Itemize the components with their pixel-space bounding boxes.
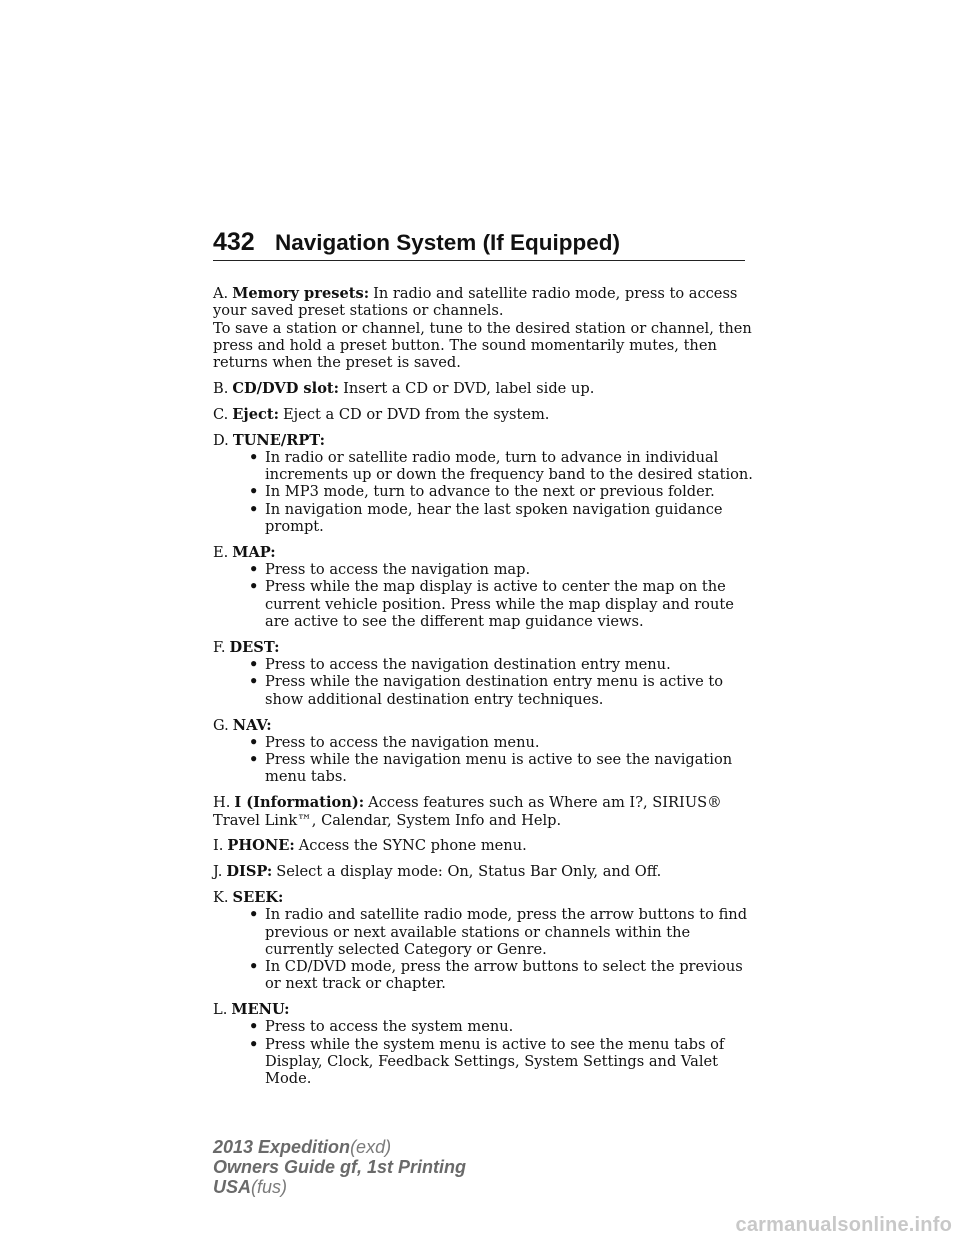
entry-text: Insert a CD or DVD, label side up. — [343, 379, 595, 397]
entry-text: Access features such as Where am I?, SIRIUS® Travel Link™, Calendar, System Info and Help. — [213, 794, 722, 829]
footer-line-3 — [213, 1177, 466, 1197]
bullet-text: In radio and satellite radio mode, press the arrow buttons to find previous or next available stations or channels within the currently selected Category or Genre. — [265, 906, 748, 958]
entry-letter: E. — [213, 543, 229, 561]
footer-model: 2013 Expedition — [213, 1137, 351, 1157]
entry-term: DISP: — [226, 863, 273, 881]
entry-letter: D. — [213, 431, 229, 449]
entry-term: I (Information): — [234, 794, 365, 812]
bullet-item — [213, 656, 753, 673]
entry-letter: I. — [213, 837, 224, 855]
document-footer — [213, 1137, 466, 1197]
bullet-item — [213, 1036, 753, 1088]
bullet-icon: • — [249, 578, 259, 596]
entry-term: Memory presets: — [232, 285, 370, 302]
entry-text: Access the SYNC phone menu. — [298, 837, 527, 855]
bullet-icon: • — [249, 751, 259, 769]
bullet-item — [213, 449, 753, 484]
footer-line-2 — [213, 1157, 466, 1177]
bullet-icon: • — [249, 906, 259, 924]
bullet-text: In CD/DVD mode, press the arrow buttons to select the previous or next track or chapter. — [265, 958, 743, 993]
entry-letter: K. — [213, 888, 229, 906]
entry-letter: L. — [213, 1001, 228, 1019]
entry-term: NAV: — [232, 716, 272, 734]
footer-market-code: (fus) — [251, 1177, 288, 1197]
bullet-icon: • — [249, 448, 259, 466]
entry-head — [213, 889, 753, 906]
bullet-text: Press to access the navigation menu. — [265, 733, 540, 751]
entry-letter: J. — [213, 863, 223, 881]
entry-head — [213, 380, 753, 397]
entry-f — [213, 639, 753, 708]
entry-term: PHONE: — [227, 837, 295, 855]
entry-k — [213, 889, 753, 993]
entry-text: In radio and satellite radio mode, press to access your saved preset stations or channels. — [213, 285, 738, 320]
entry-head — [213, 406, 753, 423]
entry-i — [213, 837, 753, 854]
entry-term: DEST: — [229, 638, 280, 656]
bullet-icon: • — [249, 958, 259, 976]
bullet-icon: • — [249, 733, 259, 751]
entry-h — [213, 794, 753, 829]
entry-head — [213, 544, 753, 561]
bullet-text: In radio or satellite radio mode, turn to advance in individual increments up or down the frequency band to the desired station. — [265, 448, 753, 484]
entry-letter: F. — [213, 638, 226, 656]
entry-head — [213, 794, 753, 829]
entry-l — [213, 1001, 753, 1087]
footer-market: USA — [213, 1177, 252, 1197]
entry-head — [213, 837, 753, 854]
entry-j — [213, 863, 753, 880]
page-number: 432 — [213, 228, 255, 256]
bullet-icon: • — [249, 500, 259, 518]
footer-guide: Owners Guide gf, 1st Printing — [213, 1157, 467, 1177]
entry-a — [213, 285, 753, 371]
entry-head — [213, 863, 753, 880]
entry-term: MENU: — [231, 1001, 290, 1019]
footer-model-code: (exd) — [350, 1137, 392, 1157]
entry-letter: C. — [213, 405, 229, 423]
entry-b — [213, 380, 753, 397]
entry-letter: H. — [213, 794, 231, 812]
bullet-text: Press while the navigation destination entry menu is active to show additional destination entry techniques. — [265, 673, 724, 708]
entry-head — [213, 285, 753, 320]
entry-text: Select a display mode: On, Status Bar Only, and Off. — [276, 863, 662, 881]
entry-head — [213, 717, 753, 734]
bullet-text: Press to access the system menu. — [265, 1018, 514, 1036]
entry-extra-text: To save a station or channel, tune to the desired station or channel, then press and hold a preset button. The sound momentarily mutes, then returns when the preset is saved. — [213, 319, 752, 372]
bullet-text: Press while the navigation menu is active to see the navigation menu tabs. — [265, 751, 733, 786]
entry-letter: G. — [213, 716, 229, 734]
bullet-item — [213, 673, 753, 708]
bullet-item — [213, 734, 753, 751]
manual-content — [213, 285, 753, 1096]
bullet-item — [213, 1018, 753, 1035]
bullet-icon: • — [249, 673, 259, 691]
bullet-item — [213, 906, 753, 958]
bullet-item — [213, 561, 753, 578]
entry-term: CD/DVD slot: — [232, 379, 340, 397]
bullet-text: In MP3 mode, turn to advance to the next or previous folder. — [265, 483, 715, 501]
entry-letter: B. — [213, 379, 229, 397]
bullet-icon: • — [249, 483, 259, 501]
entry-head — [213, 1001, 753, 1018]
entry-term: SEEK: — [232, 888, 284, 906]
entry-letter: A. — [213, 285, 229, 302]
entry-e — [213, 544, 753, 630]
bullet-text: In navigation mode, hear the last spoken navigation guidance prompt. — [265, 500, 723, 536]
entry-term: MAP: — [232, 543, 276, 561]
entry-d — [213, 432, 753, 536]
bullet-item — [213, 751, 753, 786]
entry-term: TUNE/RPT: — [232, 431, 326, 449]
entry-c — [213, 406, 753, 423]
footer-line-1 — [213, 1137, 466, 1157]
entry-term: Eject: — [232, 405, 279, 423]
page-header — [213, 228, 745, 261]
bullet-icon: • — [249, 1035, 259, 1053]
bullet-text: Press while the map display is active to center the map on the current vehicle position. Press while the map display and route are active to see the different map guidance views. — [265, 578, 734, 631]
watermark: carmanualsonline.info — [735, 1214, 952, 1236]
entry-text: Eject a CD or DVD from the system. — [283, 405, 550, 423]
entry-g — [213, 717, 753, 786]
bullet-text: Press to access the navigation destination entry menu. — [265, 656, 671, 674]
bullet-item — [213, 958, 753, 993]
section-title: Navigation System (If Equipped) — [275, 230, 621, 255]
bullet-item — [213, 501, 753, 536]
bullet-icon: • — [249, 1018, 259, 1036]
bullet-icon: • — [249, 656, 259, 674]
entry-head — [213, 432, 753, 449]
bullet-text: Press to access the navigation map. — [265, 561, 531, 579]
bullet-item — [213, 483, 753, 500]
bullet-icon: • — [249, 561, 259, 579]
entry-head — [213, 639, 753, 656]
bullet-text: Press while the system menu is active to see the menu tabs of Display, Clock, Feedback Settings, System Settings and Valet Mode. — [265, 1035, 725, 1088]
bullet-item — [213, 578, 753, 630]
